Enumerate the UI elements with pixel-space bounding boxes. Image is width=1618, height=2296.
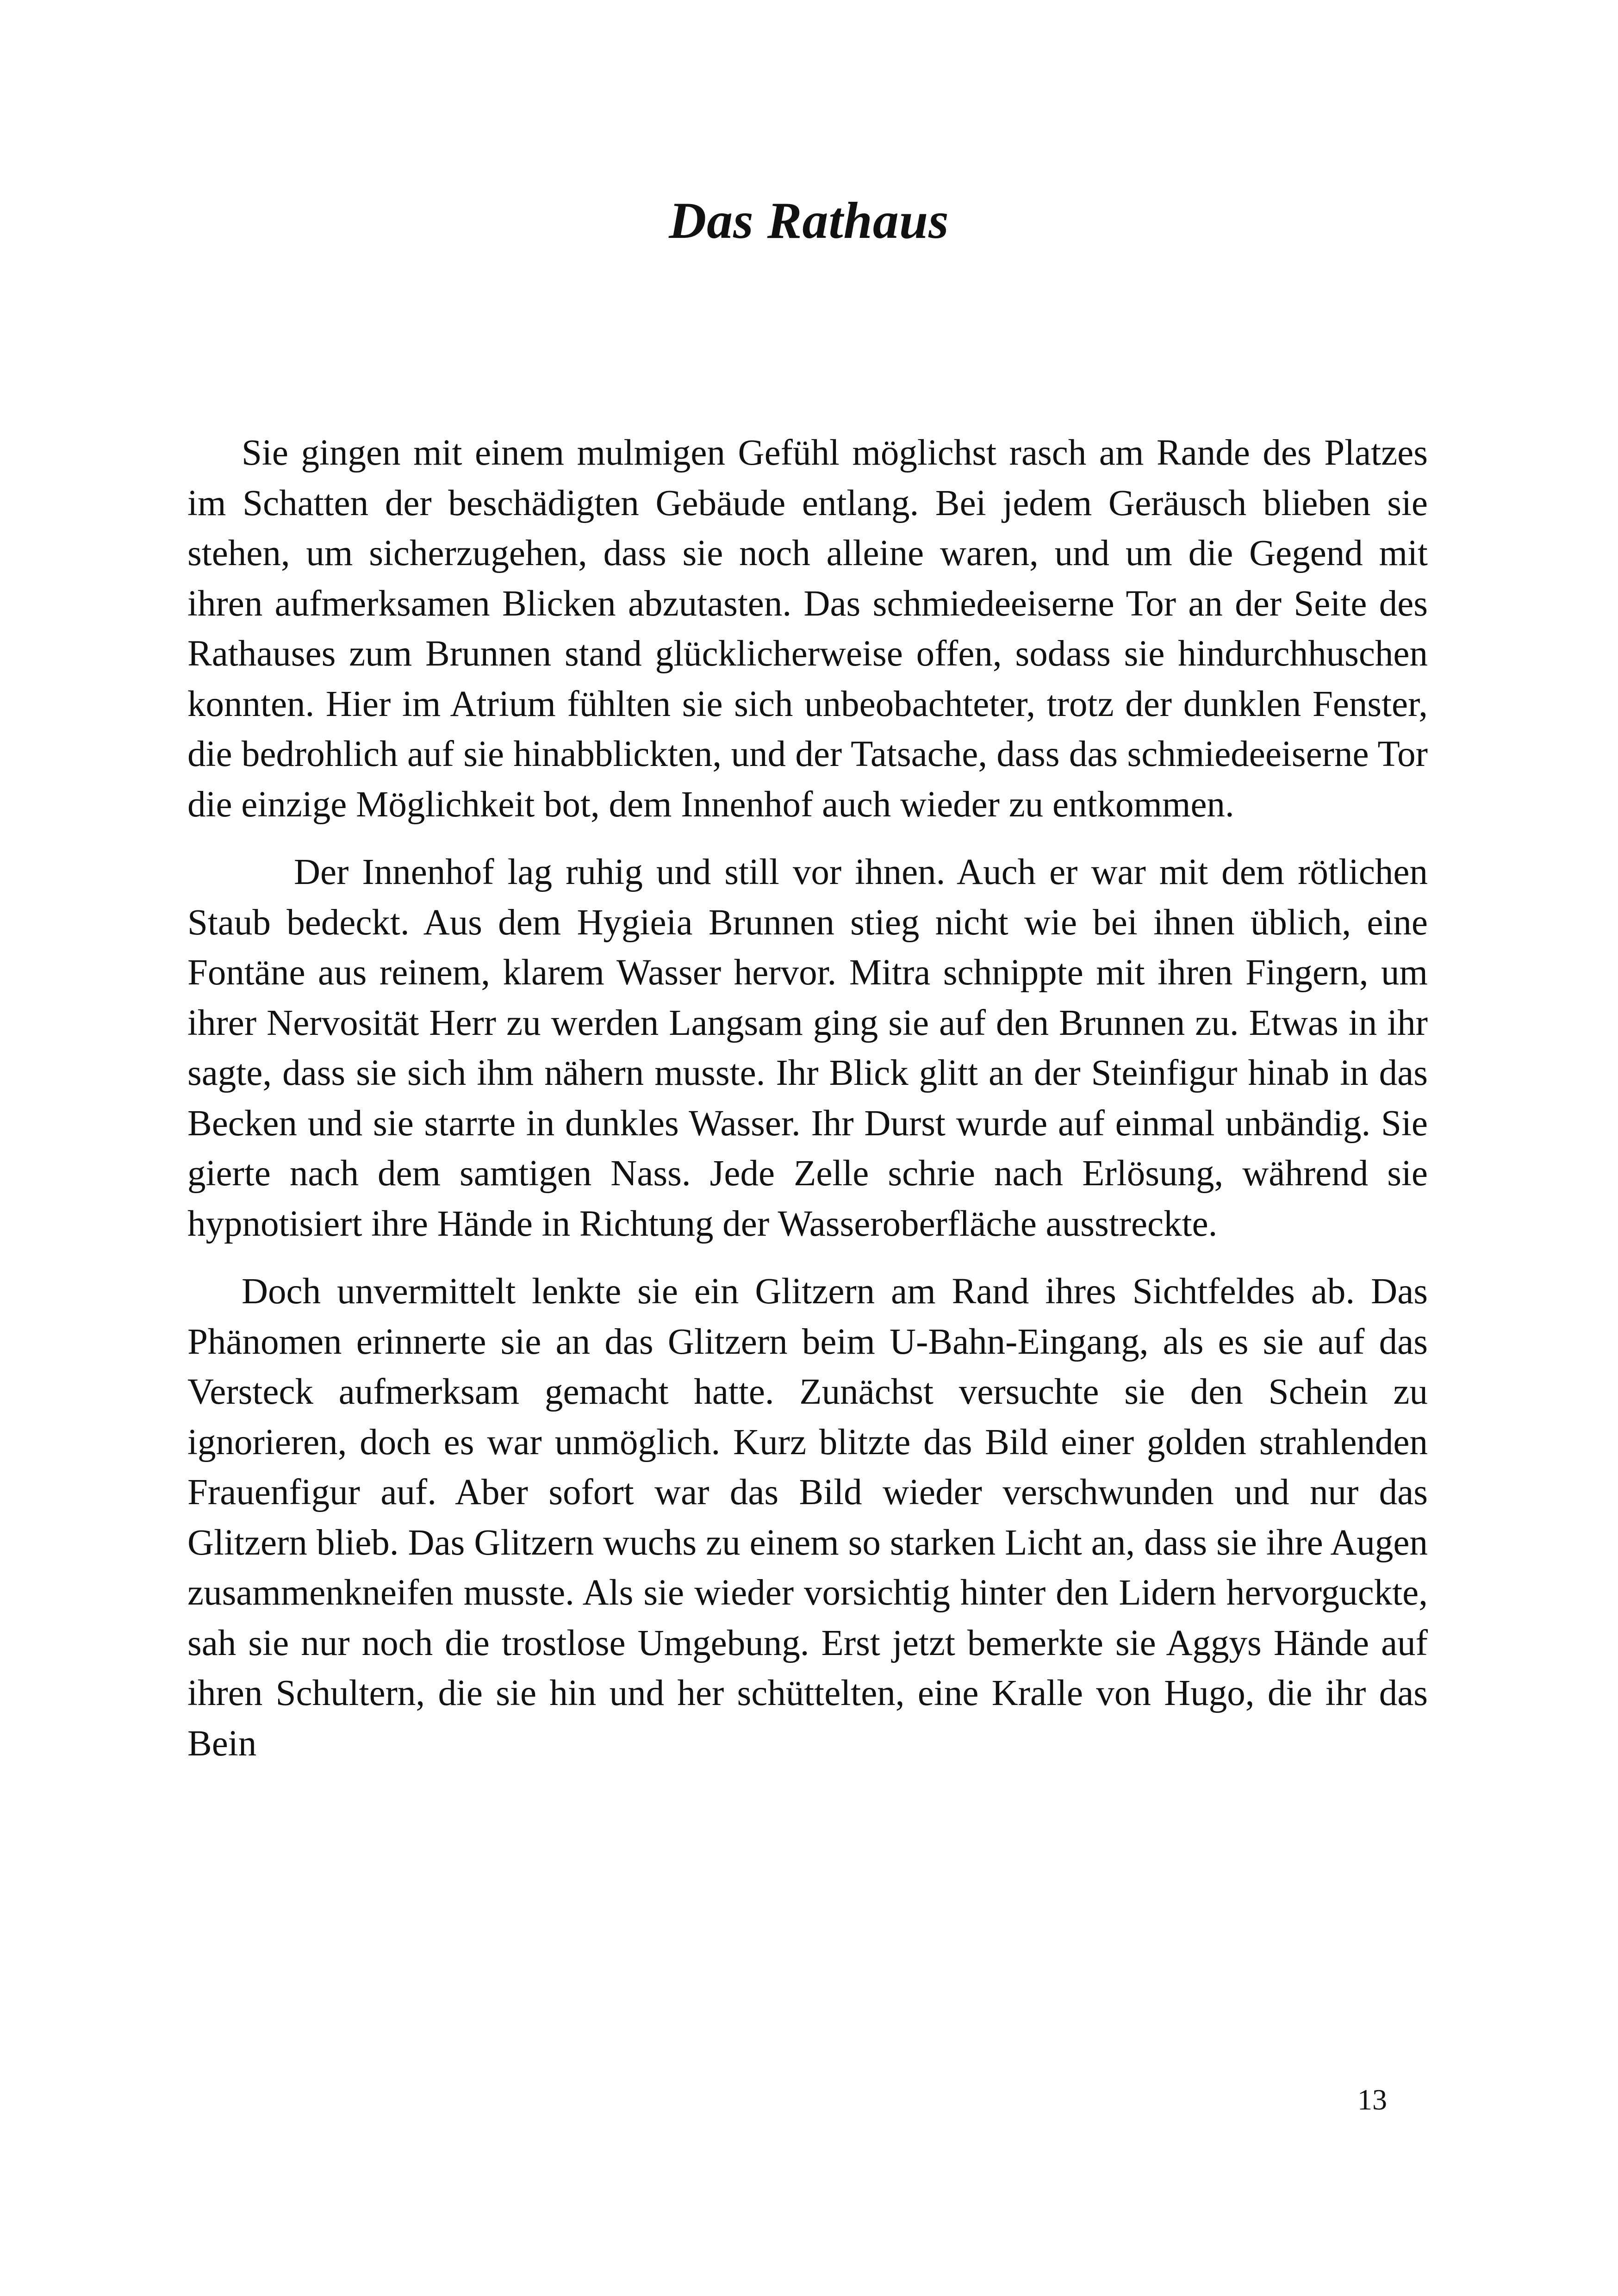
paragraph-2: Der Innenhof lag ruhig und still vor ihnen. Auch er war mit dem rötlichen Staub bedeckt. Aus dem Hygieia Brunnen stieg nicht wie bei ihnen üblich, eine Fontäne aus reinem, klarem Wasser hervor. Mitra schnippte mit ihren Fingern, um ihrer Nervosität Herr zu werden Langsam ging sie auf den Brunnen zu. Etwas in ihr sagte, dass sie sich ihm nähern musste. Ihr Blick glitt an der Steinfigur hinab in das Becken und sie starrte in dunkles Wasser. Ihr Durst wurde auf einmal unbändig. Sie gierte nach dem samtigen Nass. Jede Zelle schrie nach Erlösung, während sie hypnotisiert ihre Hände in Richtung der Wasseroberfläche ausstreckte. [187, 852, 1428, 1244]
paragraph-1: Sie gingen mit einem mulmigen Gefühl möglichst rasch am Rande des Platzes im Schatten der beschädigten Gebäude entlang. Bei jedem Geräusch blieben sie stehen, um sicherzugehen, dass sie noch alleine waren, und um die Gegend mit ihren aufmerksamen Blicken abzutasten. Das schmiedeeiserne Tor an der Seite des Rathauses zum Brunnen stand glücklicherweise offen, sodass sie hindurchhuschen konnten. Hier im Atrium fühlten sie sich unbeobachteter, trotz der dunklen Fenster, die bedrohlich auf sie hinabblickten, und der Tatsache, dass das schmiedeeiserne Tor die einzige Möglichkeit bot, dem Innenhof auch wieder zu entkommen. [187, 433, 1428, 825]
paragraph-3: Doch unvermittelt lenkte sie ein Glitzern am Rand ihres Sichtfeldes ab. Das Phänomen erinnerte sie an das Glitzern beim U-Bahn-Eingang, als es sie auf das Versteck aufmerksam gemacht hatte. Zunächst versuchte sie den Schein zu ignorieren, doch es war unmöglich. Kurz blitzte das Bild einer golden strahlenden Frauenfigur auf. Aber sofort war das Bild wieder verschwunden und nur das Glitzern blieb. Das Glitzern wuchs zu einem so starken Licht an, dass sie ihre Augen zusammenkneifen musste. Als sie wieder vorsichtig hinter den Lidern hervorguckte, sah sie nur noch die trostlose Umgebung. Erst jetzt bemerkte sie Aggys Hände auf ihren Schultern, die sie hin und her schüttelten, eine Kralle von Hugo, die ihr das Bein [187, 1271, 1428, 1764]
chapter-title: Das Rathaus [669, 192, 949, 249]
body-text [187, 428, 1428, 1769]
page-number: 13 [1357, 2083, 1387, 2116]
